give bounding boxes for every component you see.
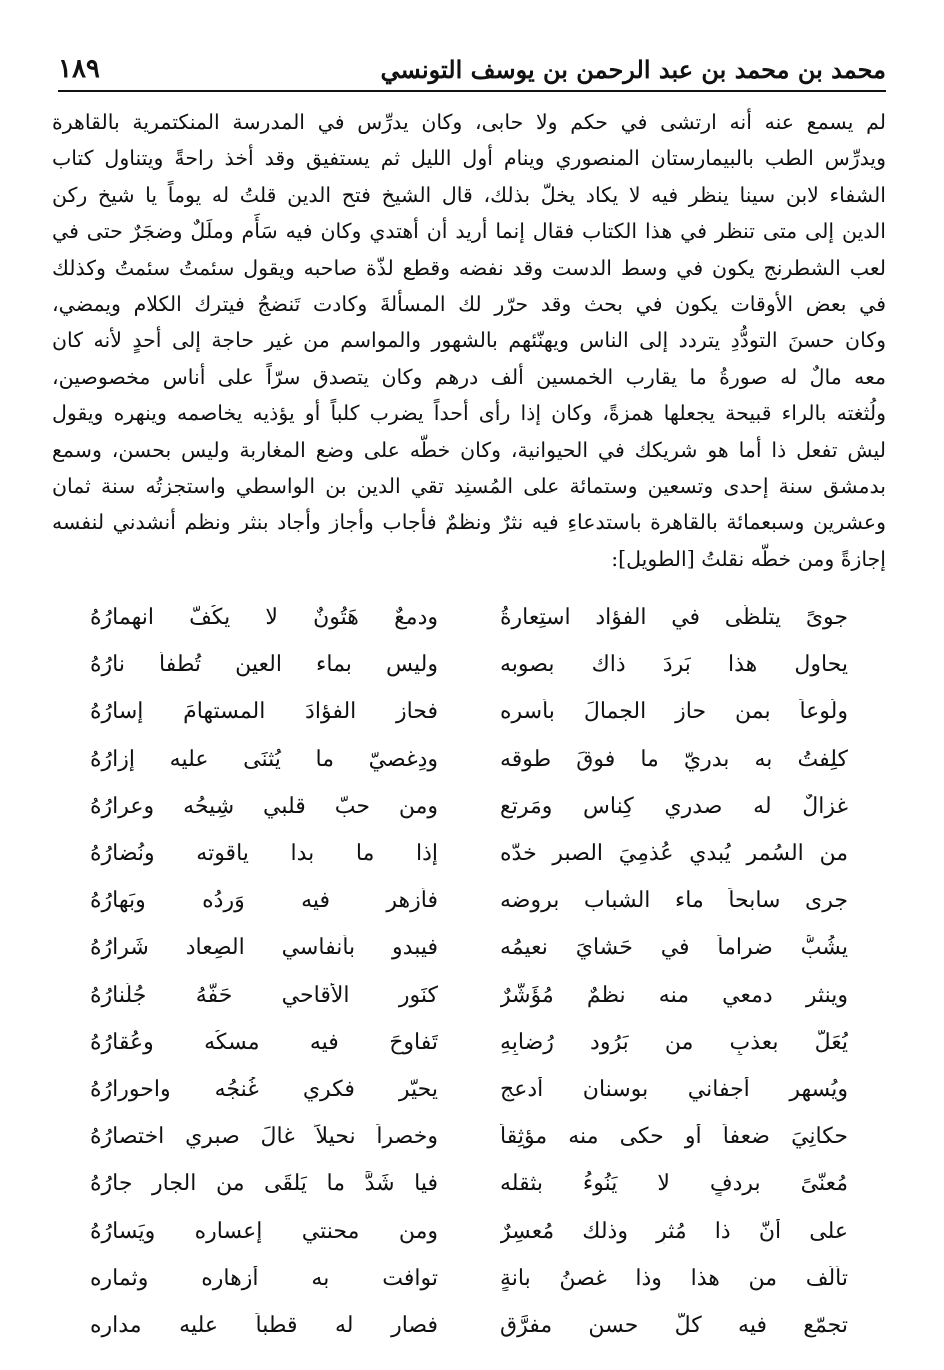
header-title: محمد بن محمد بن عبد الرحمن بن يوسف التونسي [380, 55, 886, 84]
verse-first-hemistich: يحاول هذا بَردَ ذاك بصوبه [500, 652, 848, 678]
verse-first-hemistich: وينثر دمعي منه نظمٌ مُؤَشَّرٌ [500, 982, 848, 1008]
prose-line: الدين إلى متى تنظر في هذا الكتاب فقال إنما أريد أن أهتدي وكان فيه سَأَم وملَلٌ وضجَرٌ حتى في [52, 219, 886, 244]
poem-verse [90, 688, 848, 735]
prose-line: لعب الشطرنج يكون في وسط الدست وقد نفضه وقطع لذّة صاحبه ويقول سئمتُ سئمتُ وكذلك [52, 255, 886, 280]
verse-first-hemistich: غزالٌ له صدري كِناس ومَرتع [500, 793, 848, 819]
verse-first-hemistich: جوىً يتلظّى في الفؤاد استِعارةُ [500, 605, 848, 631]
prose-line: بدمشق سنة إحدى وتسعين وستمائة على المُسنِد تقي الدين بن الواسطي واستجزتُه سنة ثمان [52, 473, 886, 498]
verse-second-hemistich: توافت به أزهاره وثماره [90, 1265, 438, 1291]
poem-verse [90, 594, 848, 641]
prose-line: ولُثغته بالراء قبيحة يجعلها همزةً، وكان إذا رأى أحداً يضرب كلباً أو يؤذيه يخاصمه وينهره ويقول [52, 401, 886, 426]
poem-verse [90, 972, 848, 1019]
verse-first-hemistich: كلِفتُ به بدريّ ما فوقَ طوقه [500, 746, 848, 772]
verse-first-hemistich: مُعنّىً برِدفٍ لا يَنُوءُ بثقله [500, 1171, 848, 1197]
verse-second-hemistich: ودِغصيّ ما يُثنَى عليه إزارُهُ [90, 746, 438, 772]
verse-first-hemistich: يشُبُّ ضراماً في حَشايَ نعيمُه [500, 935, 848, 961]
verse-first-hemistich: من السُمر يُبدي عُذمِيَ الصبر خدّه [500, 841, 848, 867]
page-number: ١٨٩ [58, 54, 100, 84]
verse-second-hemistich: وخصراً نحيلاً غالَ صبري اختصارُهُ [90, 1124, 438, 1150]
running-header [58, 40, 886, 92]
verse-second-hemistich: فأزهر فيه وَردُه وبَهارُهُ [90, 888, 438, 914]
poem-verse [90, 877, 848, 924]
poem-verse [90, 1255, 848, 1302]
poem-verse [90, 830, 848, 877]
prose-line: معه مالٌ له صورةُ ما يقارب الخمسين ألف درهم وكان يتصدق سرّاً على أناس مخصوصين، [52, 364, 886, 389]
verse-first-hemistich: يُعَلُّ بعذبٍ من بَرُود رُضابِهِ [500, 1029, 848, 1055]
verse-second-hemistich: ومن حبّ قلبي شِيحُه وعرارُهُ [90, 793, 438, 819]
verse-first-hemistich: على أنّ ذا مُثرٍ وذلك مُعسِرٌ [500, 1218, 848, 1244]
prose-line: وعشرين وسبعمائة بالقاهرة باستدعاءِ فيه نثرٌ ونظمٌ فأجاب وأجاز وأجاد بنثر ونظم أنشدني لنفسه [52, 510, 886, 535]
poem-verse [90, 1207, 848, 1254]
verse-second-hemistich: فيبدو بأنفاسي الصِعاد شَرارُهُ [90, 935, 438, 961]
poem-verse [90, 1066, 848, 1113]
verse-second-hemistich: ومن محنتي إعساره ويَسارُهُ [90, 1218, 438, 1244]
verse-second-hemistich: فيا شَدَّ ما يَلقَى من الجار جارُهُ [90, 1171, 438, 1197]
verse-second-hemistich: ودمعٌ هَتُونٌ لا يكُفّ انهمارُهُ [90, 605, 438, 631]
verse-second-hemistich: تَفاوحَ فيه مسكُه وعُقارُهُ [90, 1029, 438, 1055]
prose-line: إجازةً ومن خطّه نقلتُ [الطويل]: [611, 546, 886, 571]
verse-first-hemistich: ولُوعاً بمن حاز الجمالَ بأسره [500, 699, 848, 725]
prose-line: الشفاء لابن سينا ينظر فيه لا يكاد يخلّ بذلك، قال الشيخ فتح الدين قلتُ له يوماً يا شيخ ركن [52, 182, 886, 207]
poem [90, 594, 848, 1349]
poem-verse [90, 1302, 848, 1349]
verse-first-hemistich: تجمّع فيه كلُّ حسنٍ مفرَّقٍ [500, 1312, 848, 1338]
poem-verse [90, 1160, 848, 1207]
poem-verse [90, 783, 848, 830]
verse-second-hemistich: كنَورِ الأقاحي حَفَّهُ جُلّنارُهُ [90, 982, 438, 1008]
verse-second-hemistich: فصار له قطباً عليه مداره [90, 1312, 438, 1338]
verse-second-hemistich: يحيّر فكري غُنجُه واحورارُهُ [90, 1076, 438, 1102]
verse-first-hemistich: جرى سابحاً ماء الشباب بروضه [500, 888, 848, 914]
prose-line: وكان حسنَ التودُّدِ يتردد إلى الناس ويهنّئهم بالشهور والمواسم من غير حاجة إلى أحدٍ لأنه كان [52, 328, 886, 353]
verse-first-hemistich: ويُسهر أجفاني بوسنان أدعج [500, 1076, 848, 1102]
verse-second-hemistich: وليس بماء العين تُطفأُ نارُهُ [90, 652, 438, 678]
verse-first-hemistich: تألّف من هذا وذا غصنُ بانةٍ [500, 1265, 848, 1291]
prose-line: ليش تفعل ذا أما هو شريكك في الحيوانية، وكان خطّه على وضع المغاربة وليس بحسن، وسمع [52, 437, 886, 462]
prose-body [52, 104, 886, 577]
poem-verse [90, 736, 848, 783]
verse-second-hemistich: إذا ما بدا ياقوته ونُضارُهُ [90, 841, 438, 867]
poem-verse [90, 924, 848, 971]
poem-verse [90, 1019, 848, 1066]
verse-first-hemistich: حكانِيَ ضعفاً أو حكى منه مؤثِقاً [500, 1124, 848, 1150]
prose-line: لم يسمع عنه أنه ارتشى في حكم ولا حابى، وكان يدرِّس في المدرسة المنكتمرية بالقاهرة [52, 110, 886, 134]
poem-verse [90, 641, 848, 688]
prose-line: ويدرِّس الطب بالبيمارستان المنصوري وينام أول الليل ثم يستفيق وقد أخذ راحةً ويتناول كتاب [52, 146, 886, 171]
verse-second-hemistich: فحاز الفؤادَ المستهامَ إسارُهُ [90, 699, 438, 725]
poem-verse [90, 1113, 848, 1160]
prose-line: في بعض الأوقات يكون في بحث وقد حرّر لك المسألةَ وكادت تَنضجُ فيترك الكلام ويمضي، [52, 291, 886, 316]
